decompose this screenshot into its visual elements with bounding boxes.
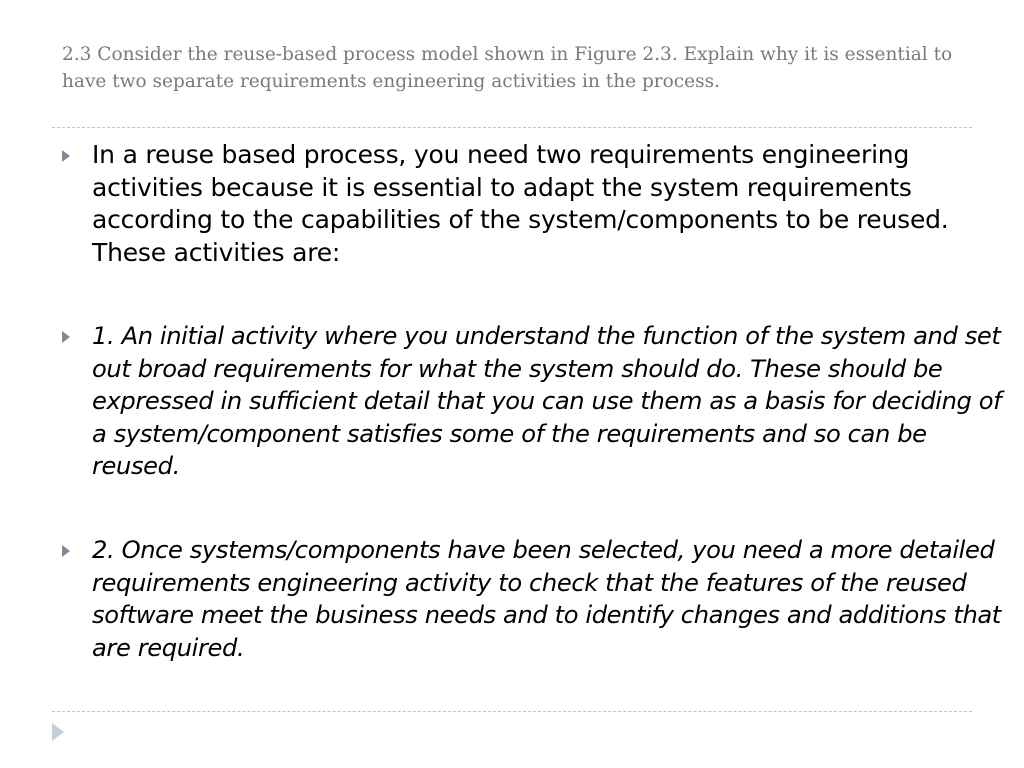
bullet-item-detailed-activity	[62, 534, 1002, 664]
bullet-item-intro	[62, 139, 972, 269]
bullet-item-initial-activity	[62, 320, 1002, 483]
title-divider	[52, 127, 972, 128]
bullet-text: 1. An initial activity where you understand the function of the system and set out broad requirements for what the system should do. These should be expressed in sufficient detail that you can use them as a basis for deciding of a system/component satisfies some of the requirements and so can be reused.	[92, 322, 1002, 480]
bullet-text: 2. Once systems/components have been selected, you need a more detailed requirements engineering activity to check that the features of the reused software meet the business needs and to identify changes and additions that are required.	[92, 536, 1001, 662]
slide-title: 2.3 Consider the reuse-based process model shown in Figure 2.3. Explain why it is essential to have two separate requirements engineering activities in the process.	[62, 44, 953, 92]
footer-divider	[52, 711, 972, 712]
triangle-bullet-icon	[62, 150, 70, 162]
bullet-list	[62, 139, 1002, 662]
bullet-text: In a reuse based process, you need two requirements engineering activities because it is essential to adapt the system requirements according to the capabilities of the system/components to be reused. These activities are:	[92, 140, 949, 267]
triangle-bullet-icon	[62, 331, 70, 343]
next-slide-arrow-icon[interactable]	[52, 723, 64, 741]
triangle-bullet-icon	[62, 545, 70, 557]
